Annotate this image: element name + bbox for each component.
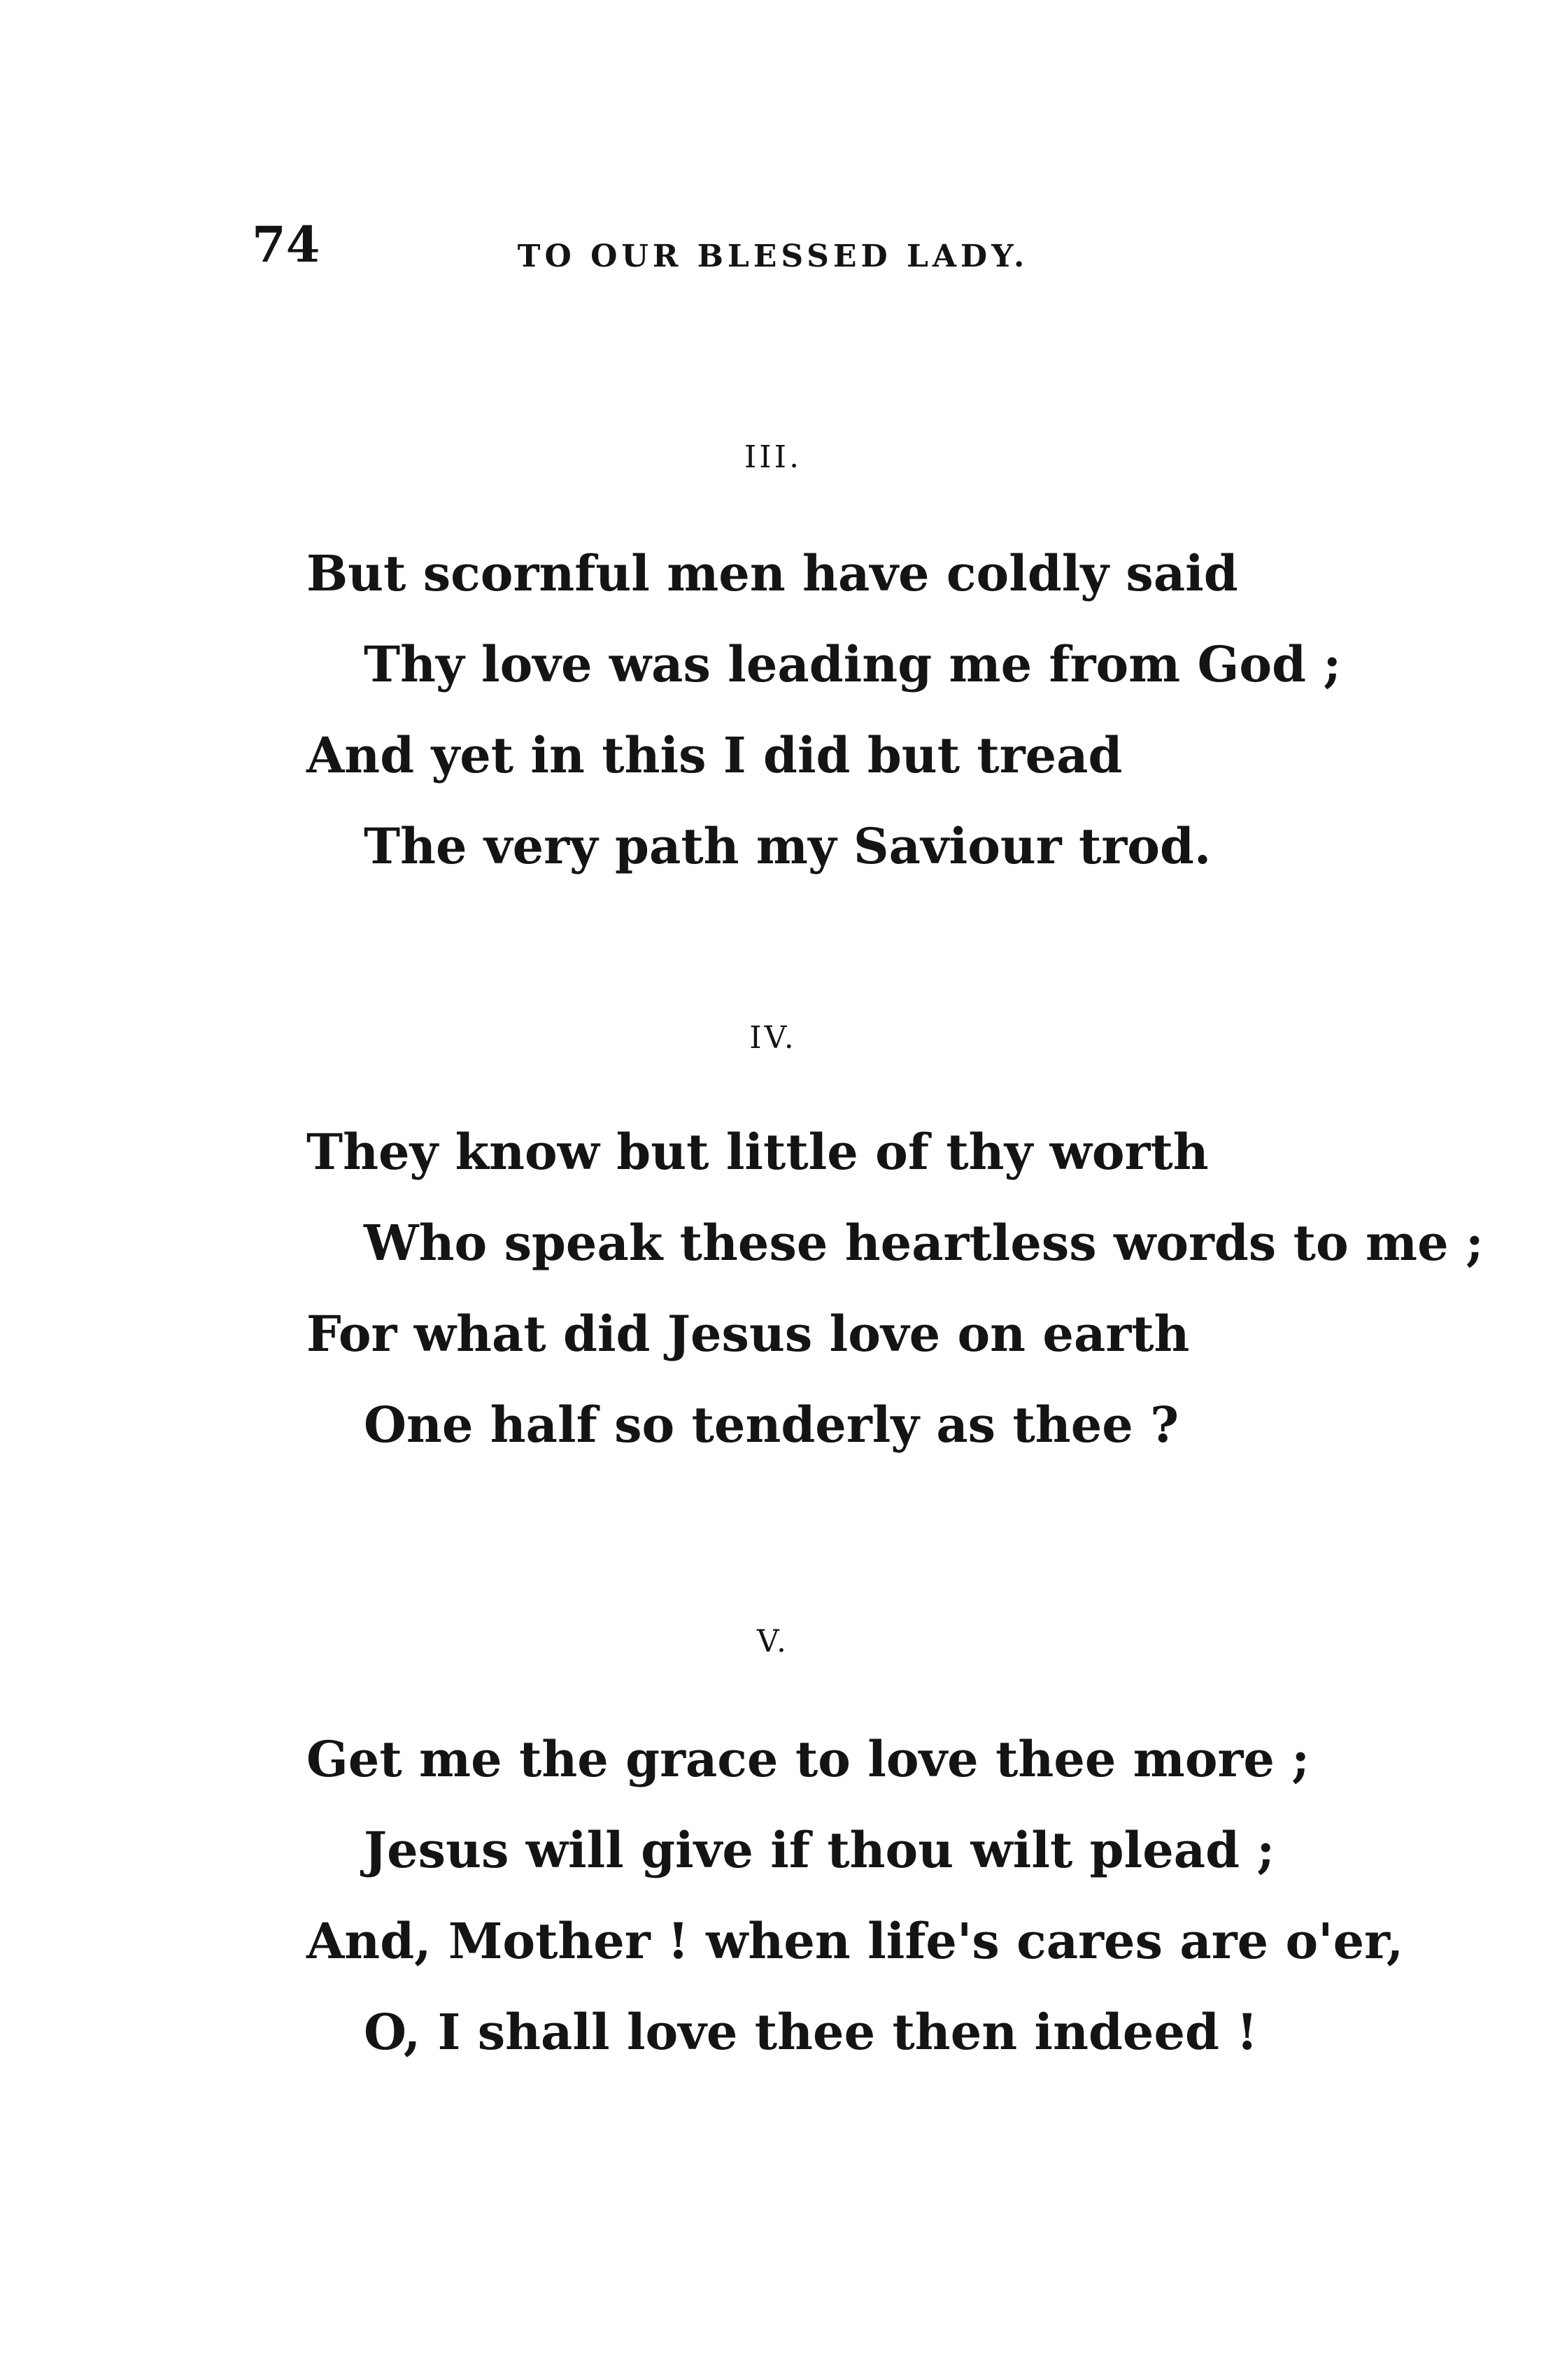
verse-line: O, I shall love thee then indeed ! <box>364 2003 1258 2061</box>
stanza-numeral: V. <box>756 1624 790 1659</box>
verse-line: Thy love was leading me from God ; <box>364 635 1342 693</box>
verse-line: And yet in this I did but tread <box>306 726 1123 784</box>
running-title: TO OUR BLESSED LADY. <box>517 239 1029 274</box>
verse-line: For what did Jesus love on earth <box>306 1305 1190 1363</box>
page-number: 74 <box>252 215 320 274</box>
verse-line: But scornful men have coldly said <box>306 544 1238 602</box>
verse-line: The very path my Saviour trod. <box>364 817 1212 875</box>
verse-line: Get me the grace to love thee more ; <box>306 1730 1310 1788</box>
verse-line: They know but little of thy worth <box>306 1123 1209 1181</box>
verse-line: Jesus will give if thou wilt plead ; <box>364 1821 1275 1879</box>
verse-line: One half so tenderly as thee ? <box>364 1396 1179 1454</box>
stanza-numeral: III. <box>744 439 802 475</box>
verse-line: And, Mother ! when life's cares are o'er, <box>306 1912 1404 1970</box>
verse-line: Who speak these heartless words to me ; <box>364 1214 1484 1272</box>
stanza-numeral: IV. <box>749 1020 797 1056</box>
